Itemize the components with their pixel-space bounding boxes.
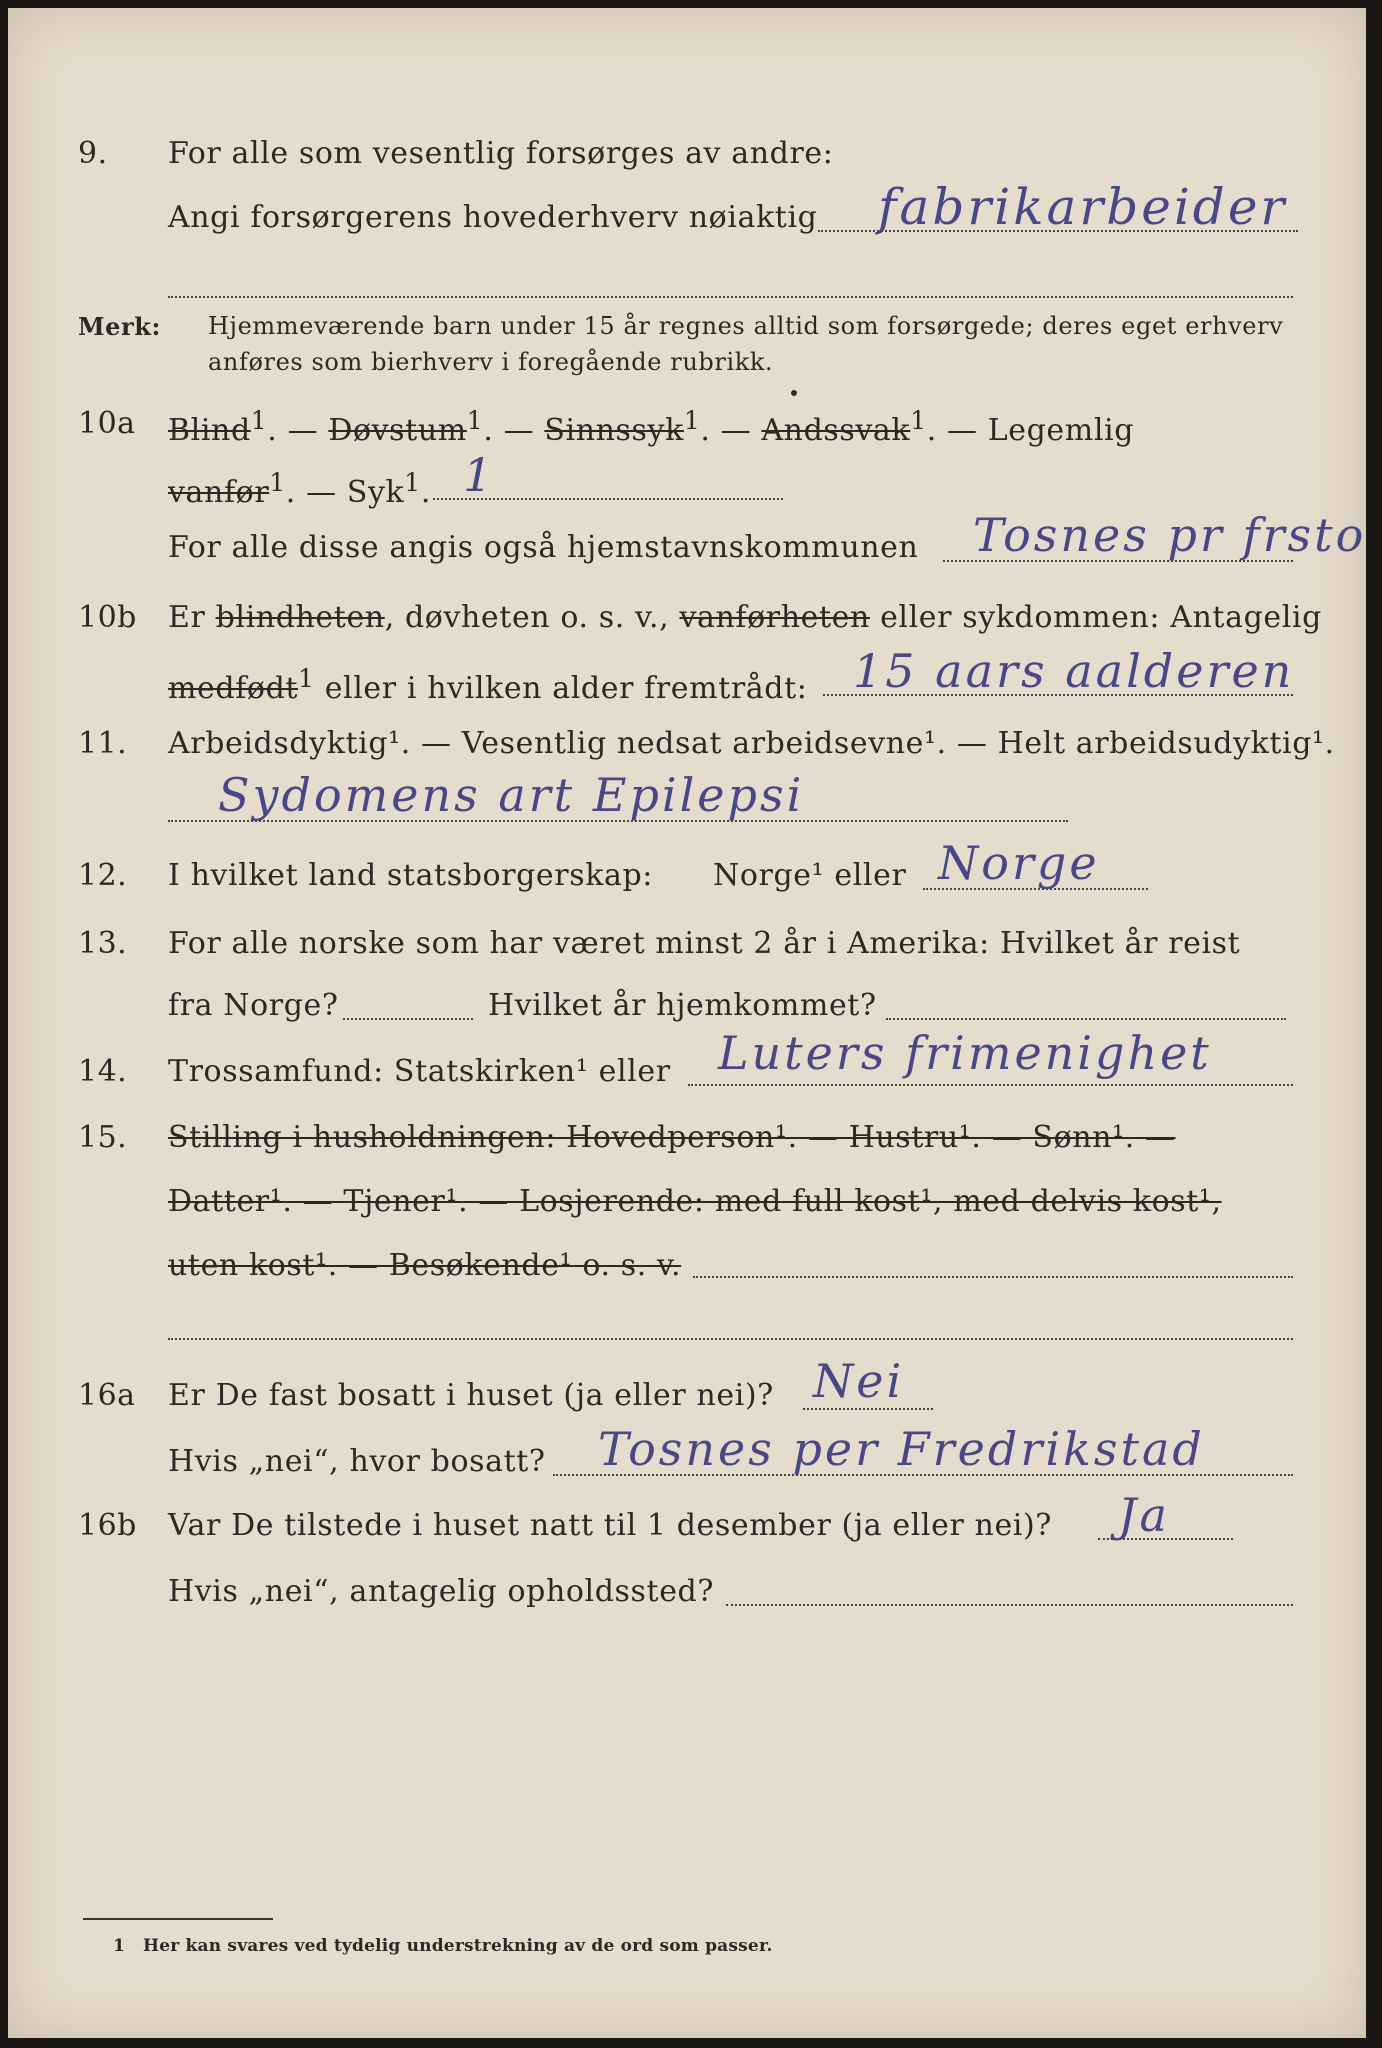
q10a-line3: For alle disse angis også hjemstavnskommunen xyxy=(168,530,919,565)
merk-line2: anføres som bierhverv i foregående rubrikk. xyxy=(208,348,774,376)
q12-number: 12. xyxy=(78,858,128,893)
q12-line1: I hvilket land statsborgerskap: xyxy=(168,858,653,893)
q9-number: 9. xyxy=(78,136,108,171)
footnote-ref: 1 xyxy=(269,468,286,497)
footnote-ref: 1 xyxy=(683,406,701,435)
census-form-page xyxy=(8,8,1366,2038)
q12-answer[interactable]: Norge xyxy=(938,836,1100,890)
q15-line2: Datter¹. — Tjener¹. — Losjerende: med full kost¹, med delvis kost¹, xyxy=(168,1184,1222,1219)
q13-reist-line[interactable] xyxy=(343,1018,473,1020)
merk-line1: Hjemmeværende barn under 15 år regnes alltid som forsørgede; deres eget erhverv xyxy=(208,312,1284,340)
q10a-line2: vanfør$^1$. — Syk$^1$. xyxy=(168,468,431,510)
q10b-sykdommen: eller sykdommen: Antagelig xyxy=(880,600,1322,635)
q10a-number: 10a xyxy=(78,406,136,441)
option-vanforheten[interactable]: vanførheten xyxy=(679,600,870,635)
q16a-answer1[interactable]: Nei xyxy=(813,1354,905,1408)
option-dovheten[interactable]: døvheten xyxy=(405,600,551,635)
q9-prompt: Angi forsørgerens hovederhverv nøiaktig xyxy=(168,200,818,235)
option-medfodt[interactable]: medfødt xyxy=(168,671,299,706)
footnote-ref: 1 xyxy=(404,468,421,497)
merk-label: Merk: xyxy=(78,312,161,341)
option-syk[interactable]: Syk xyxy=(346,475,405,510)
q13-line2a: fra Norge? xyxy=(168,988,339,1023)
q10b-alder: eller i hvilken alder fremtrådt: xyxy=(324,671,808,706)
footnote-ref: 1 xyxy=(250,406,268,435)
q16b-line1: Var De tilstede i huset natt til 1 desember (ja eller nei)? xyxy=(168,1508,1052,1543)
footnote-rule xyxy=(83,1918,273,1920)
q13-line1: For alle norske som har været minst 2 år i Amerika: Hvilket år reist xyxy=(168,926,1241,961)
option-andssvak[interactable]: Andssvak xyxy=(761,413,911,448)
q16a-answer1-line xyxy=(803,1408,933,1410)
q13-hjemkommet-line[interactable] xyxy=(886,1018,1286,1020)
q15-line1: Stilling i husholdningen: Hovedperson¹. — Hustru¹. — Sønn¹. — xyxy=(168,1120,1176,1155)
q10b-number: 10b xyxy=(78,600,137,635)
q15-number: 15. xyxy=(78,1120,128,1155)
dash: — xyxy=(306,475,337,510)
q10b-er: Er xyxy=(168,600,206,635)
footnote-mark: 1 xyxy=(113,1936,126,1956)
dash: — xyxy=(287,413,319,448)
dash: — xyxy=(503,413,535,448)
separator-line xyxy=(168,1338,1293,1340)
q10b-line2 xyxy=(168,664,807,706)
q11-answer[interactable]: Sydomens art Epilepsi xyxy=(218,768,805,822)
q12-norge[interactable]: Norge¹ eller xyxy=(713,858,907,893)
option-vanfor[interactable]: vanfør xyxy=(168,475,270,510)
q16b-line2: Hvis „nei“, antagelig opholdssted? xyxy=(168,1574,715,1609)
option-dovstum[interactable]: Døvstum xyxy=(328,413,467,448)
option-legemlig[interactable]: Legemlig xyxy=(987,413,1135,448)
q11-line1: Arbeidsdyktig¹. — Vesentlig nedsat arbeidsevne¹. — Helt arbeidsudyktig¹. xyxy=(168,726,1335,761)
q10b-line1: Er blindheten, døvheten o. s. v., vanførheten eller sykdommen: Antagelig xyxy=(168,600,1322,635)
separator-line xyxy=(168,296,1293,298)
q10b-answer[interactable]: 15 aars aalderen xyxy=(853,644,1295,698)
option-blindheten[interactable]: blindheten xyxy=(215,600,385,635)
q16b-answer1[interactable]: Ja xyxy=(1118,1488,1170,1542)
option-sinnssyk[interactable]: Sinnssyk xyxy=(544,413,684,448)
q14-number: 14. xyxy=(78,1054,128,1089)
dash: — xyxy=(720,413,752,448)
q16a-answer2[interactable]: Tosnes per Fredrikstad xyxy=(598,1422,1205,1476)
footnote-text: Her kan svares ved tydelig understrekning av de ord som passer. xyxy=(143,1936,773,1956)
q11-number: 11. xyxy=(78,726,128,761)
q15-line3: uten kost¹. — Besøkende¹ o. s. v. xyxy=(168,1248,682,1283)
q9-answer[interactable]: fabrikarbeider xyxy=(878,178,1288,236)
q10a-answer[interactable]: Tosnes pr frsto xyxy=(973,508,1367,562)
q16a-number: 16a xyxy=(78,1378,136,1413)
q16b-answer2-line[interactable] xyxy=(726,1604,1293,1606)
ink-dot xyxy=(791,390,797,396)
q14-answer-line xyxy=(688,1084,1293,1086)
dash: — xyxy=(947,413,978,448)
q14-line1: Trossamfund: Statskirken¹ eller xyxy=(168,1054,671,1089)
q14-answer[interactable]: Luters frimenighet xyxy=(718,1026,1212,1080)
q16a-line2: Hvis „nei“, hvor bosatt? xyxy=(168,1444,546,1479)
q16b-number: 16b xyxy=(78,1508,137,1543)
q15-answer-line[interactable] xyxy=(693,1276,1293,1278)
q16a-line1: Er De fast bosatt i huset (ja eller nei)? xyxy=(168,1378,774,1413)
q9-question: For alle som vesentlig forsørges av andre: xyxy=(168,136,834,171)
q13-line2b: Hvilket år hjemkommet? xyxy=(488,988,877,1023)
option-blind[interactable]: Blind xyxy=(168,413,251,448)
q10b-osv: o. s. v., xyxy=(560,600,670,635)
footnote-ref: 1 xyxy=(910,406,927,435)
footnote-ref: 1 xyxy=(466,406,484,435)
footnote-ref: 1 xyxy=(298,664,315,693)
q10a-syk-mark[interactable]: 1 xyxy=(463,448,496,502)
q13-number: 13. xyxy=(78,926,128,961)
q10a-line1: Blind$^1$. — Døvstum$^1$. — Sinnssyk$^1$. — Andssvak$^1$. — Legemlig xyxy=(168,406,1135,448)
